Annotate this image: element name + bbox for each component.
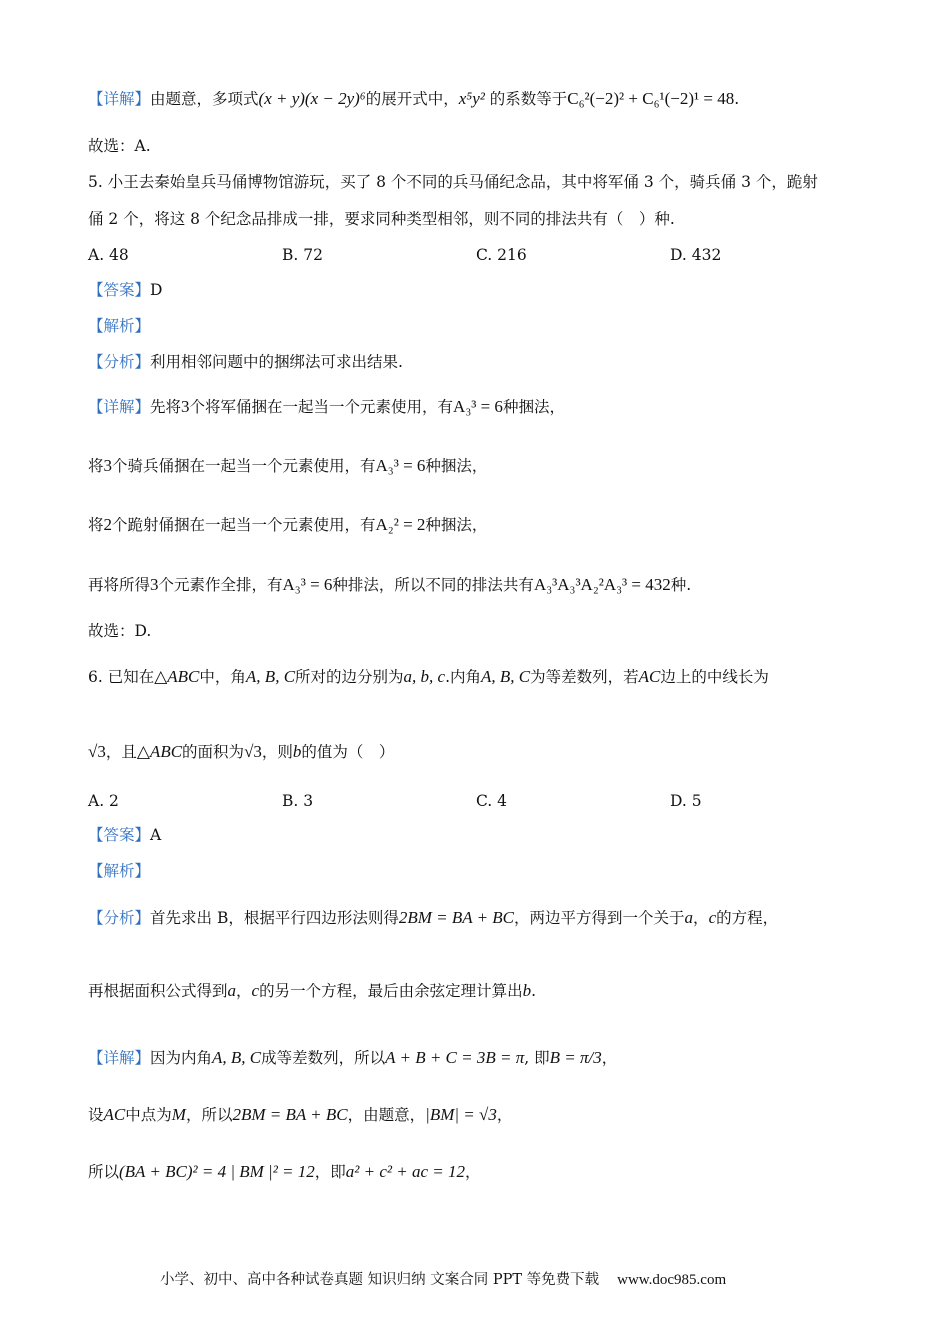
text-line [88, 208, 675, 230]
text-line [88, 396, 565, 418]
text-run: ，由题意， [347, 1106, 426, 1124]
text-run: 所以 [88, 1163, 120, 1181]
text-line [88, 135, 151, 157]
text-line [88, 88, 739, 110]
text-run: 中，角 [199, 668, 246, 686]
section-tag: 【分析】 [88, 909, 151, 927]
text-run: 中点为 [125, 1106, 172, 1124]
text-run: 的面积为 [182, 743, 245, 761]
text-run: 因为内角 [150, 1049, 213, 1067]
answer-option: C. 216 [476, 246, 527, 264]
math-expression: 3 [150, 575, 159, 594]
text-run: 设 [88, 1106, 104, 1124]
text-run: 个跪射俑捆在一起当一个元素使用，有 [112, 516, 376, 534]
math-expression: A₃³ = 6 [453, 397, 503, 416]
text-line [88, 514, 487, 536]
math-expression: c [251, 981, 260, 1000]
text-line [88, 824, 161, 846]
section-tag: 【解析】 [88, 317, 151, 335]
answer-option: B. 3 [282, 792, 314, 810]
math-expression: |BM| = √3 [425, 1105, 497, 1124]
page-footer [160, 1270, 726, 1290]
text-run: 再将所得 [88, 576, 151, 594]
section-tag: 【答案】 [88, 281, 151, 299]
text-line [88, 574, 691, 596]
answer-option: A. 2 [88, 792, 119, 810]
footer-site-link[interactable]: www.doc985.com [617, 1272, 727, 1288]
math-expression: x⁵y² [458, 89, 485, 108]
text-run: 首先求出 B，根据平行四边形法则得 [150, 909, 399, 927]
text-line [88, 1104, 512, 1126]
section-tag: 【详解】 [88, 90, 151, 108]
math-expression: C₆²(−2)² + C₆¹(−2)¹ = 48 [567, 89, 735, 108]
math-expression: B = π/3 [549, 1048, 602, 1067]
math-expression: a, b, c [403, 667, 446, 686]
text-run: 的展开式中， [365, 90, 459, 108]
text-line [88, 741, 394, 763]
footer-text: 小学、初中、高中各种试卷真题 知识归纳 文案合同 PPT 等免费下载 [160, 1272, 600, 1288]
math-expression: M [171, 1105, 186, 1124]
text-line [88, 1047, 617, 1069]
text-run: 个骑兵俑捆在一起当一个元素使用，有 [112, 457, 376, 475]
math-expression: A, B, C [212, 1048, 262, 1067]
text-run: 利用相邻问题中的捆绑法可求出结果. [150, 353, 403, 371]
text-run: ，且 [105, 743, 137, 761]
math-expression: A₂² = 2 [375, 515, 426, 534]
text-run: 再根据面积公式得到 [88, 982, 228, 1000]
text-run: 将 [88, 516, 104, 534]
text-line [88, 666, 769, 688]
text-run: D [150, 281, 163, 299]
text-run: . [734, 90, 740, 108]
text-run: ， [601, 1049, 618, 1067]
text-run: ， [236, 982, 252, 1000]
text-run: 种排法，所以不同的排法共有 [332, 576, 534, 594]
math-expression: (x + y)(x − 2y)⁶ [258, 89, 366, 108]
math-expression: 2 [103, 515, 113, 534]
text-run: 种捆法， [502, 398, 565, 416]
math-expression: b [522, 981, 532, 1000]
math-expression: △ABC [136, 742, 183, 761]
text-run: 所对的边分别为 [295, 668, 404, 686]
math-expression: A + B + C = 3B = π [385, 1048, 525, 1067]
section-tag: 【分析】 [88, 353, 151, 371]
math-expression: △ABC [154, 667, 200, 686]
text-run: , 即 [524, 1049, 550, 1067]
math-expression: A₃³ = 6 [282, 575, 333, 594]
math-expression: 2BM = BA + BC [232, 1105, 348, 1124]
text-run: 种捆法， [425, 516, 488, 534]
answer-option: D. 432 [670, 246, 722, 264]
text-run: 的值为（ ） [301, 743, 395, 761]
math-expression: AC [103, 1105, 126, 1124]
text-run: ， [496, 1106, 513, 1124]
math-expression: 3 [103, 456, 113, 475]
text-run: 个元素作全排，有 [158, 576, 283, 594]
answer-option: C. 4 [476, 792, 508, 810]
text-run: 种. [670, 576, 692, 594]
text-line [88, 455, 487, 477]
text-run: ，所以 [185, 1106, 233, 1124]
section-tag: 【答案】 [88, 826, 151, 844]
text-run: 故选：A. [88, 137, 151, 155]
math-expression: √3 [88, 742, 106, 761]
math-expression: A, B, C [245, 667, 296, 686]
text-run: .内角 [445, 668, 482, 686]
text-line [88, 351, 403, 373]
text-run: ，两边平方得到一个关于 [514, 909, 685, 927]
math-expression: b [292, 742, 302, 761]
text-line [88, 279, 162, 301]
text-run: 成等差数列，所以 [261, 1049, 386, 1067]
text-run: ，即 [314, 1163, 346, 1181]
text-line [88, 315, 150, 337]
section-tag: 【详解】 [88, 1049, 151, 1067]
section-tag: 【详解】 [88, 398, 151, 416]
text-line [88, 980, 536, 1002]
answer-option: A. 48 [88, 246, 129, 264]
text-line [88, 1161, 481, 1183]
math-expression: a² + c² + ac = 12 [345, 1162, 465, 1181]
answer-option: B. 72 [282, 246, 323, 264]
text-run: ，则 [261, 743, 293, 761]
math-expression: A₃³ = 6 [375, 456, 426, 475]
text-run: 的系数等于 [484, 90, 568, 108]
text-run: 种捆法， [425, 457, 488, 475]
text-run: 俑 2 个，将这 8 个纪念品排成一排，要求同种类型相邻，则不同的排法共有（ ）种. [88, 210, 675, 228]
math-expression: a [227, 981, 237, 1000]
math-expression: A, B, C [481, 667, 531, 686]
math-expression: a [684, 908, 694, 927]
text-run: 的方程， [716, 909, 779, 927]
text-run: ， [693, 909, 709, 927]
text-run: 先将 [150, 398, 182, 416]
math-expression: 2BM = BA + BC [398, 908, 515, 927]
text-run: 6. 已知在 [88, 668, 155, 686]
text-run: 由题意，多项式 [150, 90, 259, 108]
math-expression: c [708, 908, 717, 927]
text-run: A [150, 826, 162, 844]
text-run: 边上的中线长为 [660, 668, 769, 686]
text-line [88, 860, 150, 882]
math-expression: 3 [181, 397, 190, 416]
math-expression: AC [638, 667, 661, 686]
math-expression: √3 [244, 742, 262, 761]
text-run: 5. 小王去秦始皇兵马俑博物馆游玩，买了 8 个不同的兵马俑纪念品，其中将军俑 3 个，骑兵俑 3 个，跪射 [88, 173, 818, 191]
text-run: . [531, 982, 537, 1000]
text-line [88, 171, 818, 193]
math-expression: (BA + BC)² = 4 | BM |² = 12 [119, 1162, 315, 1181]
section-tag: 【解析】 [88, 862, 151, 880]
text-run: 的另一个方程，最后由余弦定理计算出 [259, 982, 523, 1000]
math-expression: A₃³A₃³A₂²A₃³ = 432 [533, 575, 671, 594]
text-run: 将 [88, 457, 104, 475]
text-line [88, 907, 778, 929]
text-run: 个将军俑捆在一起当一个元素使用，有 [189, 398, 454, 416]
text-run: 为等差数列，若 [530, 668, 639, 686]
text-line [88, 620, 151, 642]
answer-option: D. 5 [670, 792, 702, 810]
text-run: 故选：D. [88, 622, 152, 640]
text-run: ， [465, 1163, 481, 1181]
